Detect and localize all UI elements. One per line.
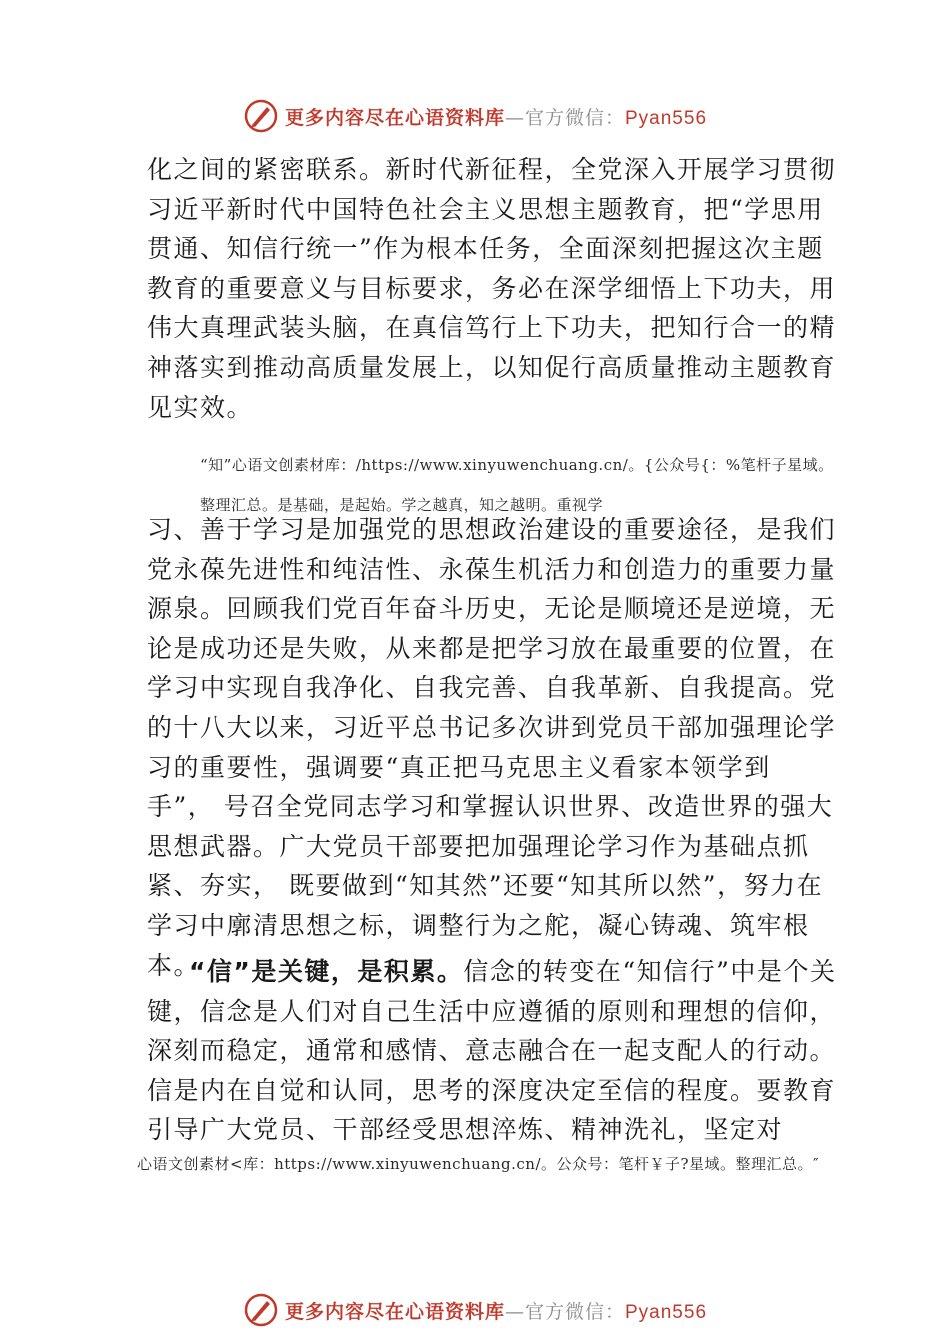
- header-brand: 更多内容尽在心语资料库: [284, 106, 505, 129]
- footer-banner: [0, 1290, 950, 1330]
- header-text: [285, 103, 707, 130]
- footer-wechat-id: Pyan556: [625, 1301, 708, 1323]
- source-note-1: “知”心语文创素材库：/https://www.xinyuwenchuang.cn/。{公众号{：%笔杆子星域。整理汇总。是基础，是起始。学之越真，知之越明。重视学: [200, 456, 834, 514]
- paragraph-2: 习、善于学习是加强党的思想政治建设的重要途径，是我们党永葆先进性和纯洁性、永葆生机活力和创造力的重要力量源泉。回顾我们党百年奋斗历史，无论是顺境还是逆境，无论是成功还是失败，从来都是把学习放在最重要的位置，在学习中实现自我净化、自我完善、自我革新、自我提高。党的十八大以来，习近平总书记多次讲到党员干部加强理论学习的重要性，强调要“真正把马克思主义看家本领学到手”， 号召全党同志学习和掌握认识世界、改造世界的强大思想武器。广大党员干部要把加强理论学习作为基础点抓紧、夯实， 既要做到“知其然”还要“知其所以然”，努力在学习中廓清思想之标，调整行为之舵，凝心铸魂、筑牢根本。: [147, 515, 837, 980]
- header-dash: —: [504, 106, 525, 129]
- quill-logo-icon: [243, 98, 279, 134]
- paragraph-3-lead: “信”是关键，是积累。: [189, 957, 464, 986]
- paragraph-3-text: 信念的转变在“知信行”中是个关键，信念是人们对自己生活中应遵循的原则和理想的信仰，深刻而稳定，通常和感情、意志融合在一起支配人的行动。信是内在自觉和认同，思考的深度决定至信的程度。要教育引导广大党员、干部经受思想淬炼、精神洗礼，坚定对: [147, 957, 837, 1145]
- footer-brand: 更多内容尽在心语资料库: [284, 1300, 505, 1323]
- paragraph-3: [147, 952, 837, 1150]
- footer-wechat-label: 官方微信：: [524, 1300, 625, 1323]
- footer-dash: —: [504, 1300, 525, 1323]
- header-wechat-id: Pyan556: [625, 107, 708, 129]
- source-note-2: 心语文创素材<库：https://www.xinyuwenchuang.cn/。公众号：笔杆￥子?星域。整理汇总。″: [137, 1155, 820, 1173]
- quill-logo-icon: [243, 1292, 279, 1328]
- paragraph-1: 化之间的紧密联系。新时代新征程，全党深入开展学习贯彻习近平新时代中国特色社会主义思想主题教育，把“学思用贯通、知信行统一”作为根本任务，全面深刻把握这次主题教育的重要意义与目标要求，务必在深学细悟上下功夫，用伟大真理武装头脑，在真信笃行上下功夫，把知行合一的精神落实到推动高质量发展上，以知促行高质量推动主题教育见实效。: [147, 155, 837, 422]
- footer-text: [285, 1297, 707, 1324]
- header-banner: [0, 96, 950, 136]
- header-wechat-label: 官方微信：: [524, 106, 625, 129]
